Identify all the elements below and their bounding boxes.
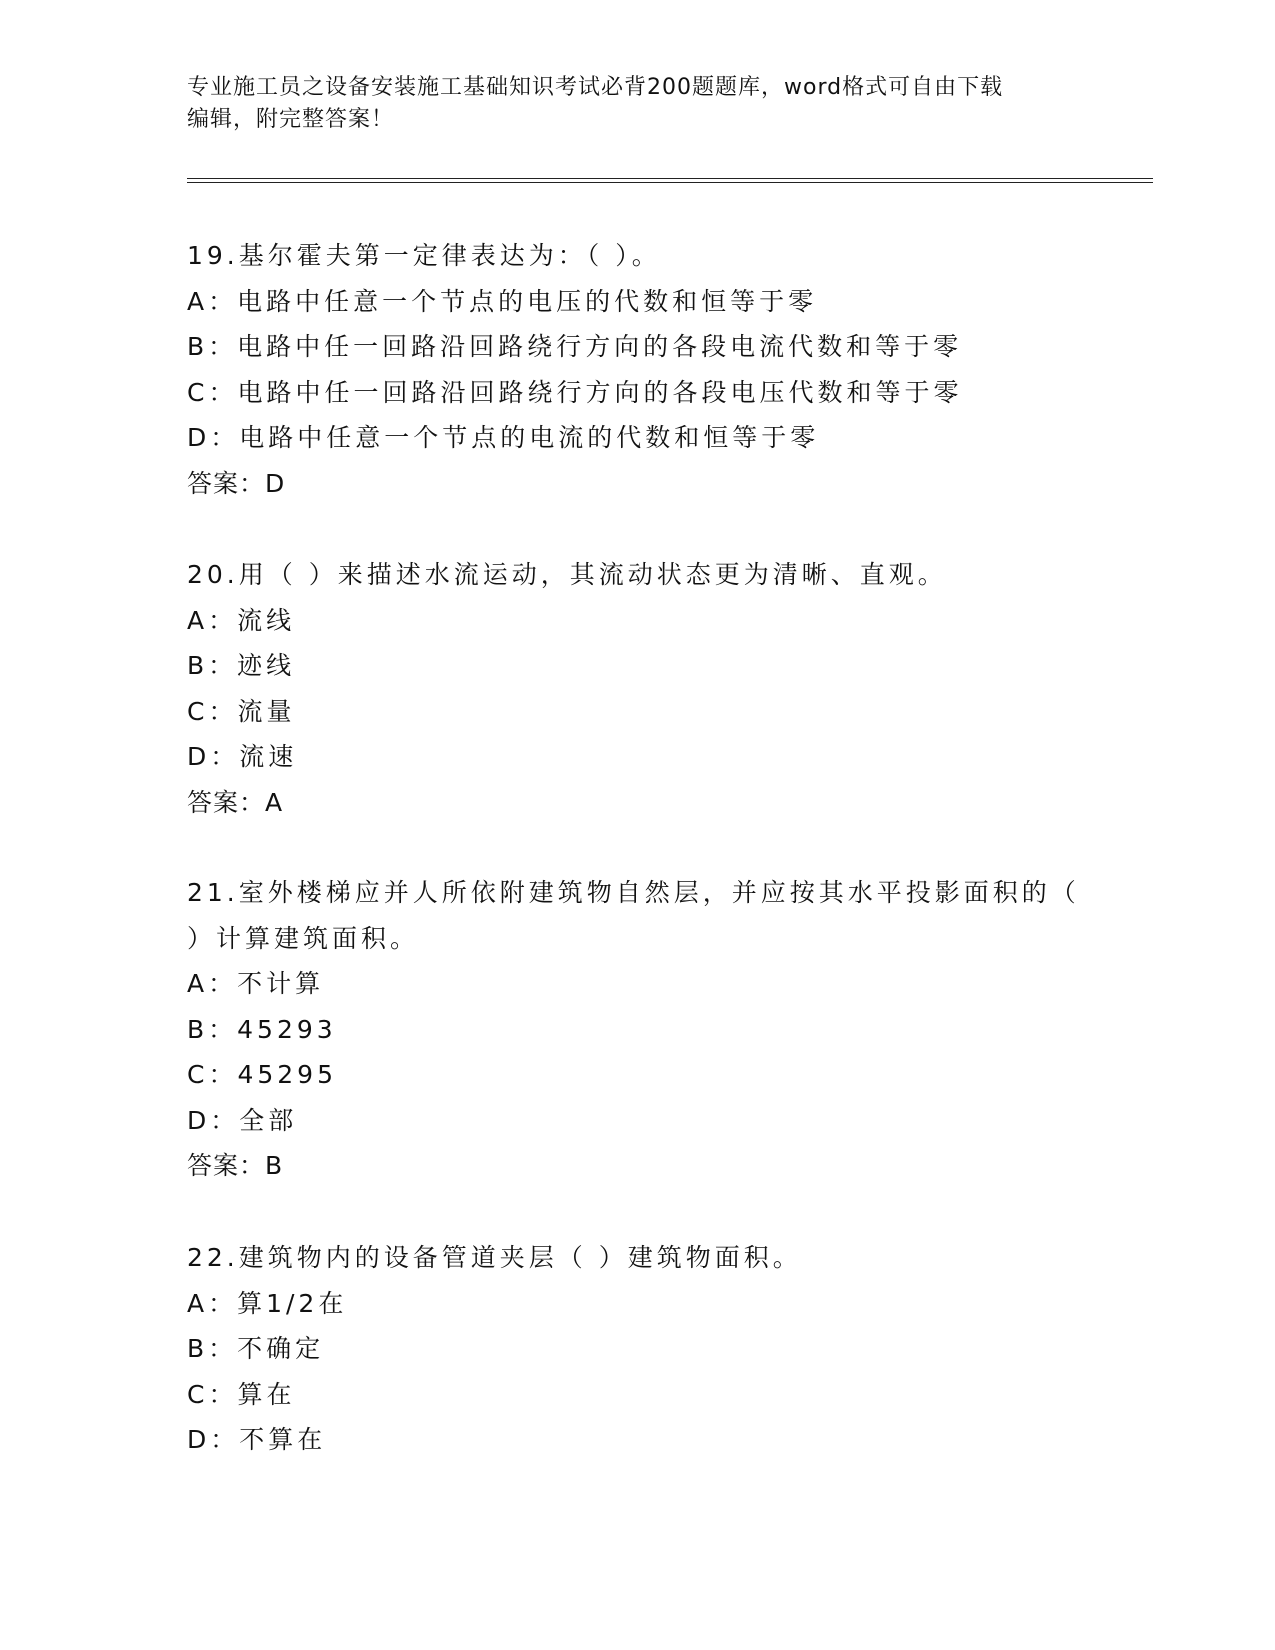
option-c: C：算在	[187, 1379, 296, 1409]
option-a: A：流线	[187, 605, 296, 635]
option-a: A：电路中任意一个节点的电压的代数和恒等于零	[187, 286, 818, 316]
option-a: A：算1/2在	[187, 1288, 348, 1318]
header-line-2: 编辑，附完整答案！	[187, 107, 395, 132]
option-c: C：流量	[187, 696, 296, 726]
header-divider-bottom	[187, 182, 1153, 183]
option-b: B：迹线	[187, 651, 296, 680]
question-stem: 22.建筑物内的设备管道夹层（ ）建筑物面积。	[187, 1243, 802, 1272]
question-22	[187, 1235, 1087, 1463]
question-stem: 20.用（ ）来描述水流运动，其流动状态更为清晰、直观。	[187, 560, 947, 589]
option-b: B：电路中任一回路沿回路绕行方向的各段电流代数和等于零	[187, 332, 963, 361]
document-header	[187, 72, 1067, 136]
option-d: D：全部	[187, 1105, 298, 1135]
header-line-1: 专业施工员之设备安装施工基础知识考试必背200题题库，word格式可自由下载	[187, 75, 1004, 100]
question-stem-line-2: ）计算建筑面积。	[187, 923, 420, 953]
option-d: D：不算在	[187, 1425, 327, 1454]
answer-label: 答案：B	[187, 1151, 284, 1180]
answer-label: 答案：A	[187, 787, 284, 817]
option-b: B：45293	[187, 1014, 337, 1044]
question-19	[187, 233, 1087, 506]
question-21	[187, 870, 1087, 1189]
question-20	[187, 552, 1087, 825]
option-b: B：不确定	[187, 1334, 325, 1363]
option-c: C：电路中任一回路沿回路绕行方向的各段电压代数和等于零	[187, 377, 963, 407]
answer-label: 答案：D	[187, 468, 286, 498]
header-divider-top	[187, 178, 1153, 179]
question-stem: 19.基尔霍夫第一定律表达为：（ ）。	[187, 241, 661, 270]
question-stem-line-1: 21.室外楼梯应并人所依附建筑物自然层，并应按其水平投影面积的（	[187, 878, 1080, 907]
option-d: D：电路中任意一个节点的电流的代数和恒等于零	[187, 423, 820, 452]
option-a: A：不计算	[187, 969, 325, 998]
option-d: D：流速	[187, 742, 298, 771]
option-c: C：45295	[187, 1060, 337, 1089]
